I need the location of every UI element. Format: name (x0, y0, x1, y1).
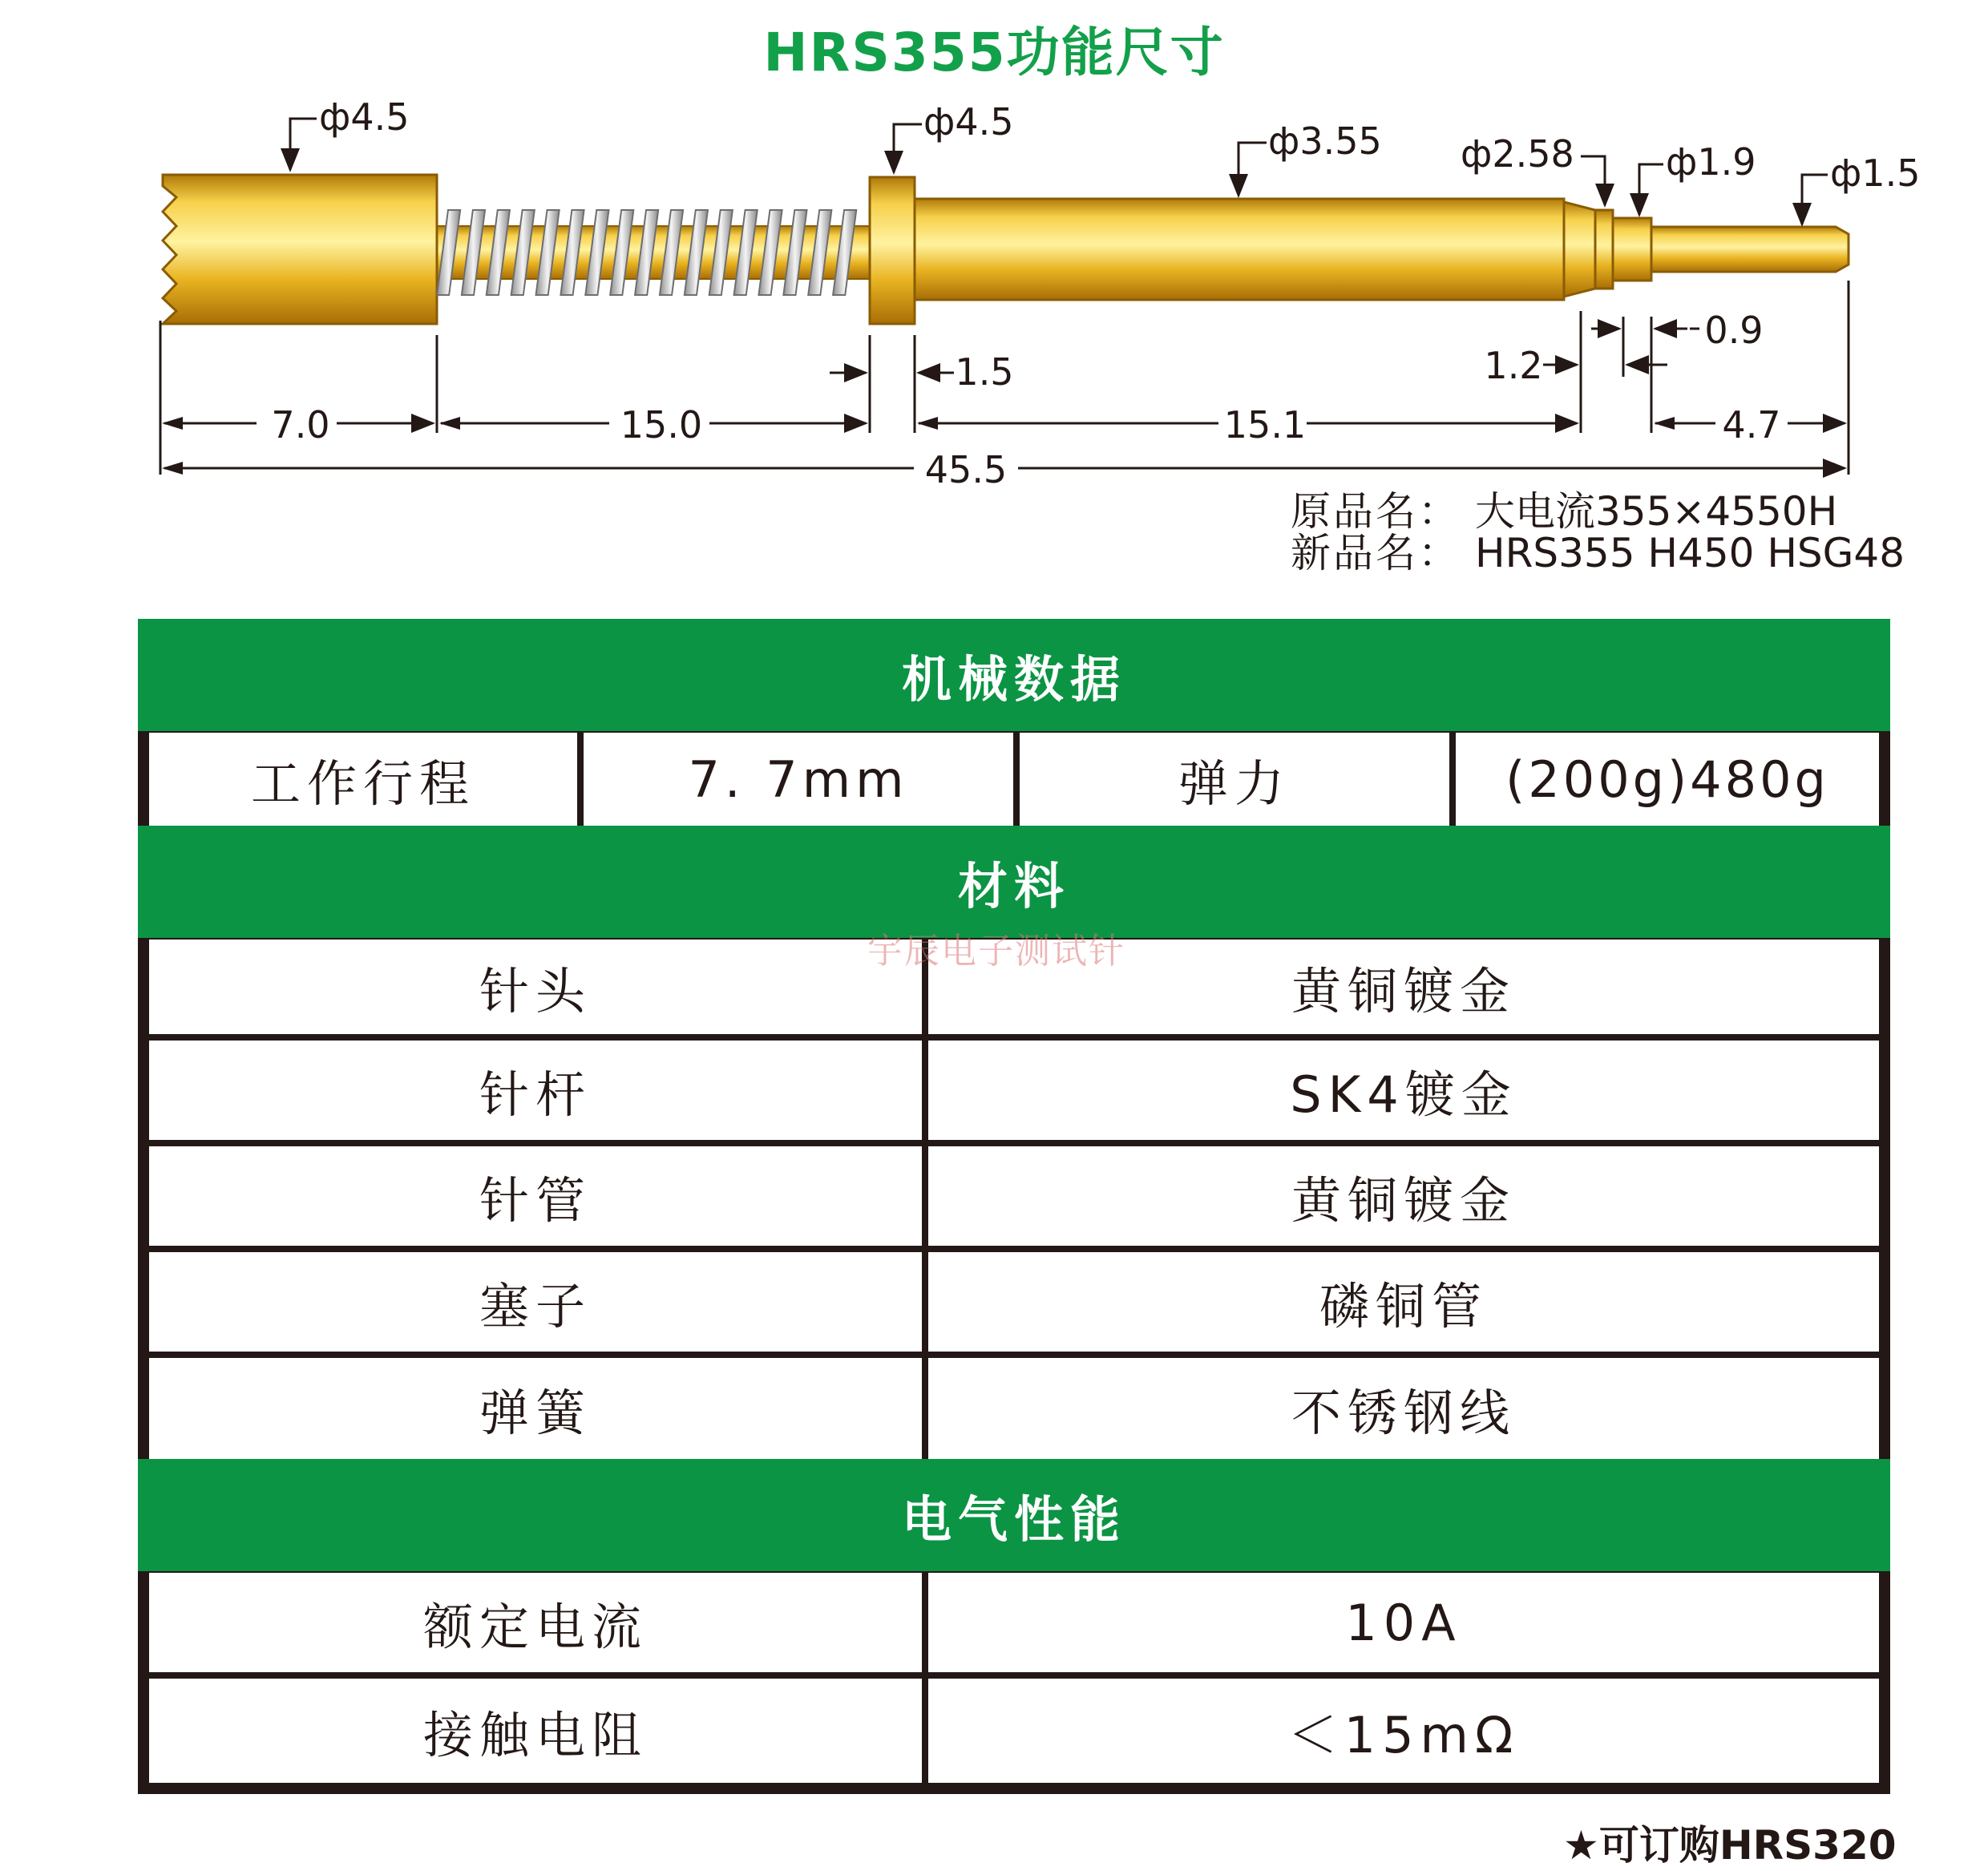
dia-step2: ф1.9 (1666, 140, 1756, 184)
stroke-value: 7. 7mm (584, 733, 1013, 826)
dim-tip-length: 4.7 (1722, 403, 1781, 447)
force-value: (200g)480g (1456, 733, 1879, 826)
electrical-label: 接触电阻 (149, 1679, 922, 1783)
stroke-label: 工作行程 (149, 733, 577, 826)
watermark: 宇辰电子测试针 (867, 931, 1125, 972)
probe-body (163, 175, 1849, 324)
material-value: 黄铜镀金 (928, 1146, 1879, 1246)
page-title: HRS355功能尺寸 (763, 22, 1225, 83)
new-name-row (1291, 532, 1905, 574)
dia-barrel: ф3.55 (1268, 119, 1382, 163)
electrical-value: 10A (928, 1573, 1879, 1672)
mechanical-header: 机械数据 (138, 619, 1890, 731)
electrical-label: 额定电流 (149, 1573, 922, 1672)
materials-header: 材料 (138, 826, 1890, 938)
material-part: 塞子 (149, 1252, 922, 1352)
new-name-value: HRS355 H450 HSG48 (1475, 530, 1905, 576)
dia-head: ф4.5 (319, 95, 410, 139)
dim-head-length: 7.0 (271, 403, 330, 447)
dim-total-length: 45.5 (924, 448, 1008, 491)
material-part: 针管 (149, 1146, 922, 1246)
product-names (1291, 488, 1905, 576)
footnote: ★可订购HRS320 (1563, 1822, 1897, 1869)
step-3 (1613, 218, 1651, 281)
step-2 (1595, 210, 1613, 289)
crown-head (163, 175, 437, 324)
dia-tip: ф1.5 (1830, 152, 1921, 195)
material-value: 磷铜管 (928, 1252, 1879, 1352)
material-value: 不锈钢线 (928, 1358, 1879, 1459)
dia-step1: ф2.58 (1461, 132, 1574, 176)
original-name-row (1291, 488, 1905, 535)
material-part: 弹簧 (149, 1358, 922, 1459)
material-part: 针头 (149, 940, 922, 1034)
dim-spring-length: 15.0 (620, 403, 703, 447)
original-name-label: 原品名： (1291, 488, 1461, 535)
spec-table (138, 619, 1890, 1794)
plunger-tip (1651, 227, 1849, 272)
dim-collar-length: 1.5 (955, 350, 1014, 394)
collar (870, 177, 915, 324)
electrical-value: ＜15mΩ (928, 1679, 1879, 1783)
new-name-label: 新品名： (1291, 530, 1461, 576)
dim-step1-length: 1.2 (1484, 344, 1543, 387)
step-1 (1564, 202, 1595, 297)
arrowheads (162, 417, 1675, 475)
dim-barrel-length: 15.1 (1223, 403, 1307, 447)
material-value: SK4镀金 (928, 1041, 1879, 1140)
force-label: 弹力 (1020, 733, 1449, 826)
spring-coils (437, 210, 856, 295)
material-value: 黄铜镀金 (928, 940, 1879, 1034)
barrel (915, 199, 1564, 300)
original-name-value: 大电流355×4550H (1475, 488, 1838, 535)
dim-step2-length: 0.9 (1704, 309, 1764, 352)
material-part: 针杆 (149, 1041, 922, 1140)
electrical-header: 电气性能 (138, 1459, 1890, 1571)
dia-collar: ф4.5 (923, 100, 1014, 143)
